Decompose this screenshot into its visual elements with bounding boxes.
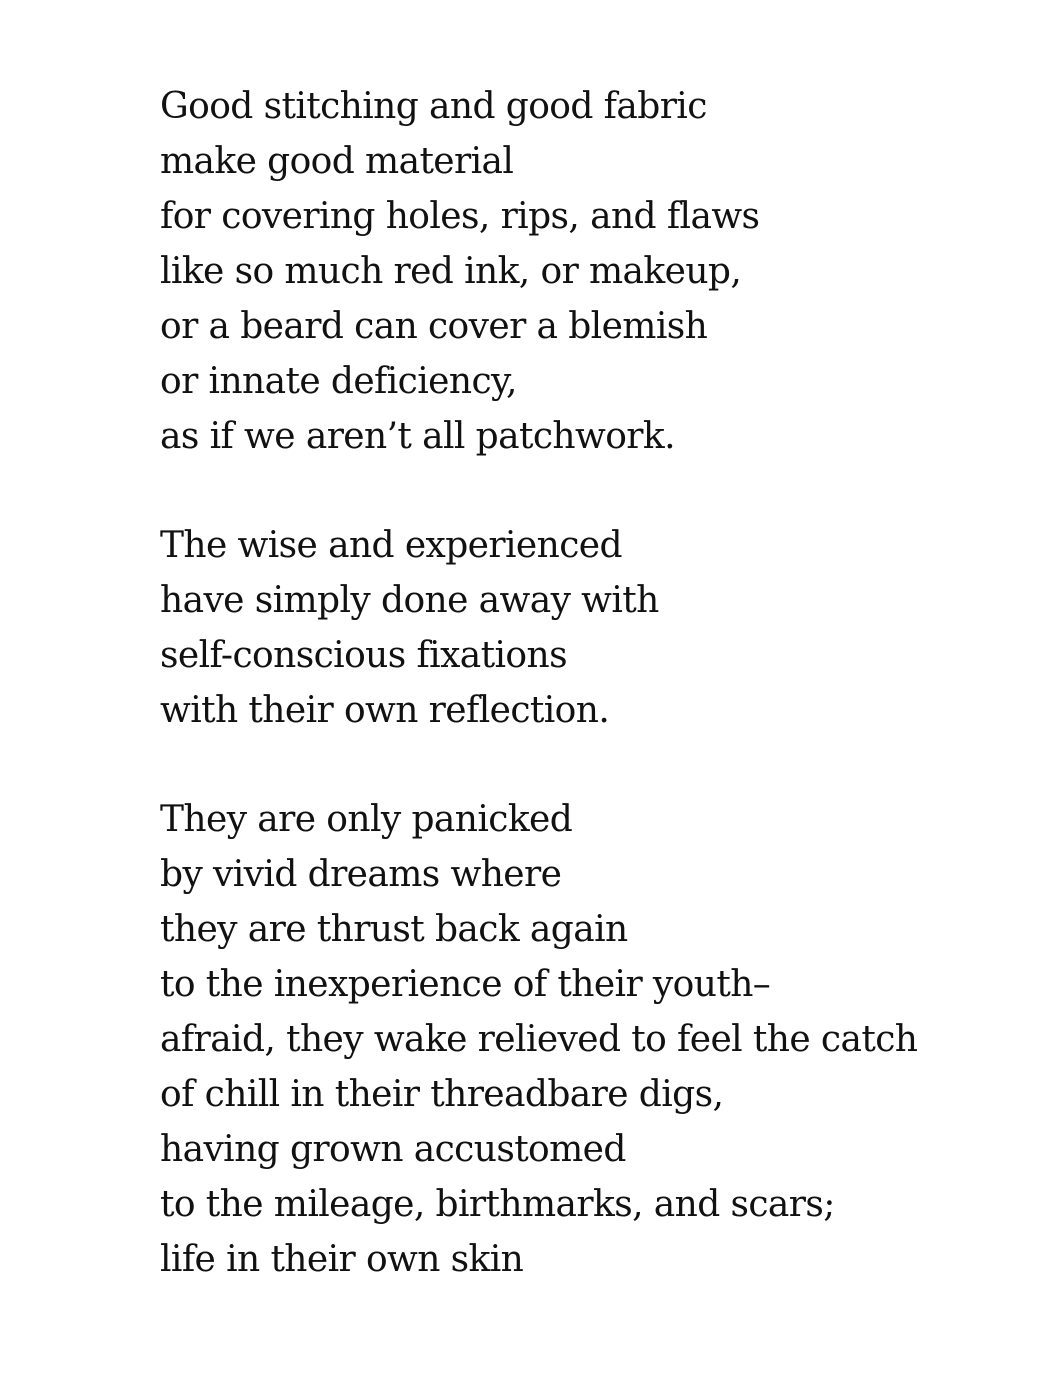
poem-line: or innate deficiency, bbox=[160, 361, 517, 402]
poem-line: of chill in their threadbare digs, bbox=[160, 1074, 724, 1115]
poem-line: The wise and experienced bbox=[160, 525, 622, 566]
poem-line: by vivid dreams where bbox=[160, 854, 562, 895]
poem-line: self-conscious fixations bbox=[160, 635, 567, 676]
poem-line: like so much red ink, or makeup, bbox=[160, 251, 742, 292]
poem-line: or a beard can cover a blemish bbox=[160, 306, 708, 347]
poem-line: They are only panicked bbox=[160, 799, 573, 840]
poem-line: as if we aren’t all patchwork. bbox=[160, 416, 675, 457]
stanza-1 bbox=[160, 79, 1020, 464]
stanza-2 bbox=[160, 518, 1020, 738]
stanza-3 bbox=[160, 792, 1020, 1287]
poem-line: for covering holes, rips, and flaws bbox=[160, 196, 760, 237]
poem-line: to the inexperience of their youth– bbox=[160, 964, 771, 1005]
poem-line: to the mileage, birthmarks, and scars; bbox=[160, 1184, 835, 1225]
poem-text bbox=[160, 79, 1020, 1287]
poem-line: with their own reflection. bbox=[160, 690, 610, 731]
poem-line: life in their own skin bbox=[160, 1239, 524, 1280]
poem-line: Good stitching and good fabric bbox=[160, 86, 707, 127]
poem-line: they are thrust back again bbox=[160, 909, 628, 950]
poem-line: make good material bbox=[160, 141, 514, 182]
poem-line: have simply done away with bbox=[160, 580, 659, 621]
poem-line: having grown accustomed bbox=[160, 1129, 626, 1170]
poem-line: afraid, they wake relieved to feel the catch bbox=[160, 1019, 918, 1060]
